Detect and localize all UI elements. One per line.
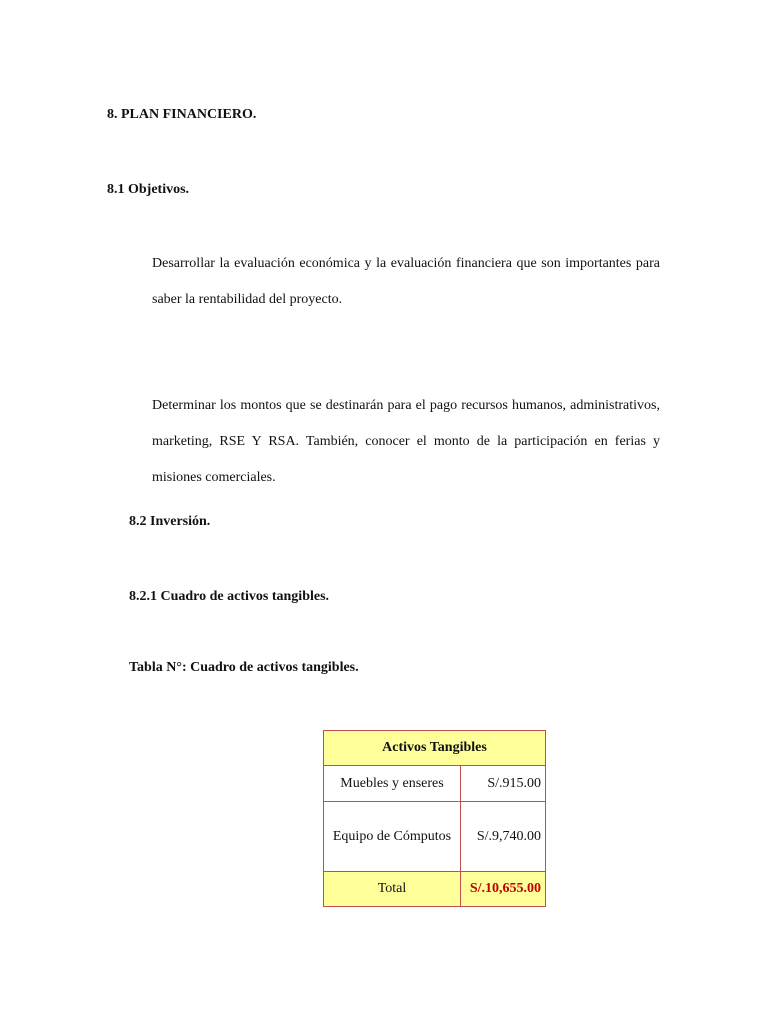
table-total-row xyxy=(324,872,546,907)
objective-paragraph-2-text: Determinar los montos que se destinarán para el pago recursos humanos, administrativos, marketing, RSE Y RSA. También, conocer el monto de la participación en ferias y misiones comerciales. xyxy=(152,398,660,485)
total-value-cell: S/.10,655.00 xyxy=(461,872,546,907)
objective-paragraph-2 xyxy=(152,388,660,496)
asset-name-cell: Equipo de Cómputos xyxy=(324,802,461,872)
section-heading-plan-financiero: 8. PLAN FINANCIERO. xyxy=(107,107,257,122)
table-row xyxy=(324,766,546,802)
table-header-cell: Activos Tangibles xyxy=(324,731,546,766)
section-heading-objetivos: 8.1 Objetivos. xyxy=(107,182,190,197)
table-caption: Tabla N°: Cuadro de activos tangibles. xyxy=(129,660,359,675)
asset-value-cell: S/.915.00 xyxy=(461,766,546,802)
table-row xyxy=(324,802,546,872)
table-header-row xyxy=(324,731,546,766)
asset-name-cell: Muebles y enseres xyxy=(324,766,461,802)
objective-paragraph-1-text: Desarrollar la evaluación económica y la evaluación financiera que son importantes para saber la rentabilidad del proyecto. xyxy=(152,256,660,307)
section-heading-cuadro-activos: 8.2.1 Cuadro de activos tangibles. xyxy=(129,589,330,604)
section-heading-inversion: 8.2 Inversión. xyxy=(129,514,211,529)
objective-paragraph-1 xyxy=(152,246,660,318)
total-label-cell: Total xyxy=(324,872,461,907)
tangible-assets-table xyxy=(323,730,546,907)
asset-value-cell: S/.9,740.00 xyxy=(461,802,546,872)
